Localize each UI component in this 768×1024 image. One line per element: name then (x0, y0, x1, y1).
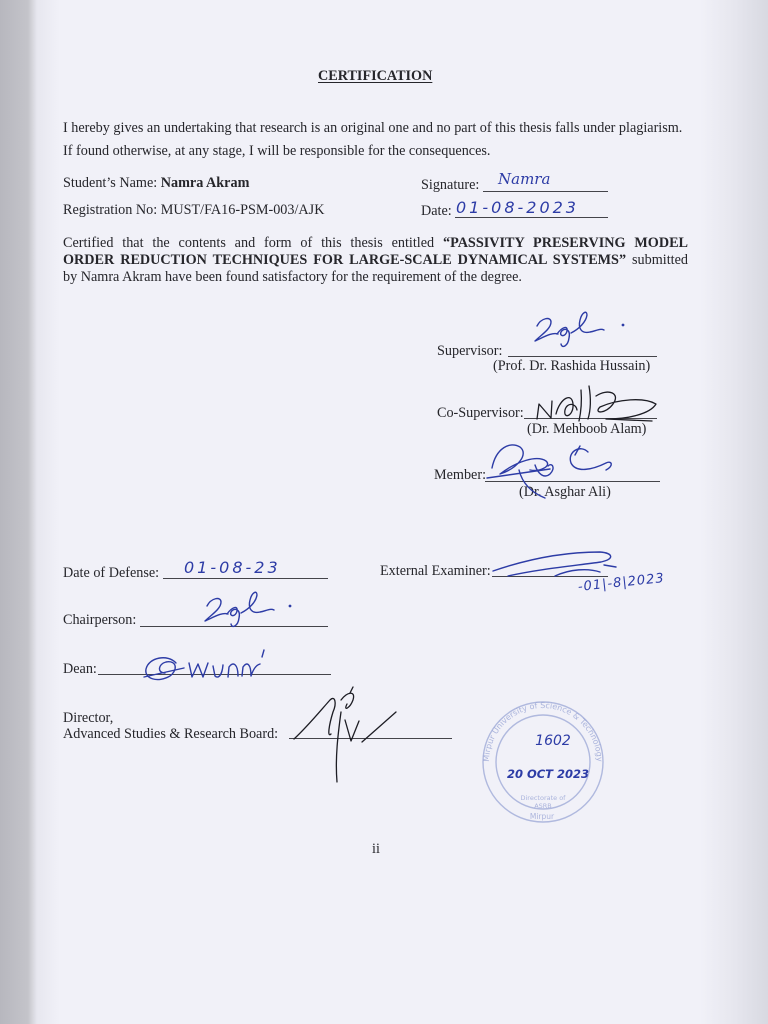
asrb-label: Advanced Studies & Research Board: (63, 726, 279, 742)
date-label: Date: (421, 203, 452, 219)
registration-label: Registration No: (63, 202, 158, 218)
dean-signature-line (98, 674, 331, 675)
thesis-title-part-1: “PASSIVITY PRESERVING MODEL (442, 235, 688, 251)
student-name-label: Student’s Name: (63, 175, 158, 191)
chairperson-signature (205, 592, 291, 626)
stamp-number-handwritten: 1602 (535, 733, 571, 749)
stamp-date-handwritten: 20 OCT 2023 (506, 767, 590, 781)
certification-line-2 (63, 252, 688, 268)
page-title: CERTIFICATION (318, 68, 433, 84)
certification-line-1 (63, 235, 688, 251)
student-name-row (63, 175, 249, 191)
director-label: Director, (63, 710, 114, 726)
signature-line (483, 191, 608, 192)
defense-date-label: Date of Defense: (63, 565, 160, 581)
external-examiner-label: External Examiner: (380, 563, 491, 579)
stamp-bottom-text: Mirpur (529, 812, 555, 821)
defense-date-line (163, 578, 328, 579)
co-supervisor-name: (Dr. Mehboob Alam) (527, 421, 647, 437)
co-supervisor-signature (537, 386, 656, 421)
member-label: Member: (434, 467, 487, 483)
registration-value: MUST/FA16-PSM-003/AJK (160, 202, 325, 218)
office-stamp (482, 701, 604, 822)
undertaking-line-2: If found otherwise, at any stage, I will be responsible for the consequences. (63, 143, 491, 159)
thesis-title-part-2: ORDER REDUCTION TECHNIQUES FOR LARGE-SCALE DYNAMICAL SYSTEMS” (63, 252, 627, 268)
stamp-ring-text-path: Mirpur University of Science & Technology (481, 700, 605, 762)
external-examiner-signature-line (492, 576, 608, 577)
student-signature: Namra (498, 170, 551, 188)
supervisor-signature (535, 312, 624, 346)
co-supervisor-label: Co-Supervisor: (437, 405, 524, 421)
co-supervisor-signature-line (524, 418, 657, 419)
certification-text: submitted (632, 252, 688, 268)
external-examiner-signature (493, 552, 616, 576)
member-signature-line (485, 481, 660, 482)
stamp-inner-line-1: Directorate of (520, 794, 566, 802)
chairperson-label: Chairperson: (63, 612, 137, 628)
certification-text: Certified that the contents and form of this thesis entitled (63, 235, 435, 251)
member-name: (Dr. Asghar Ali) (519, 484, 611, 500)
stamp-inner-line-2: ASRB (534, 802, 552, 810)
stamp-ring-text (482, 701, 604, 762)
registration-row (63, 202, 324, 218)
supervisor-label: Supervisor: (437, 343, 503, 359)
student-date-handwritten: 01-08-2023 (456, 198, 579, 217)
defense-date-handwritten: 01-08-23 (184, 558, 281, 577)
dean-signature (144, 650, 264, 680)
supervisor-name: (Prof. Dr. Rashida Hussain) (493, 358, 651, 374)
stamp-outer-ring (483, 702, 603, 822)
student-name-value: Namra Akram (160, 175, 250, 191)
certification-line-3: by Namra Akram have been found satisfactory for the requirement of the degree. (63, 269, 522, 285)
undertaking-line-1: I hereby gives an undertaking that research is an original one and no part of this thesis falls under plagiarism. (63, 120, 683, 136)
chairperson-signature-line (140, 626, 328, 627)
dean-label: Dean: (63, 661, 97, 677)
director-signature (294, 687, 396, 782)
date-line (455, 217, 608, 218)
page-number: ii (372, 841, 380, 857)
director-signature-line (289, 738, 452, 739)
supervisor-signature-line (508, 356, 657, 357)
external-examiner-date-handwritten: -01|-8|2023 (577, 570, 666, 595)
stamp-inner-ring (496, 715, 590, 809)
signature-label: Signature: (421, 177, 480, 193)
